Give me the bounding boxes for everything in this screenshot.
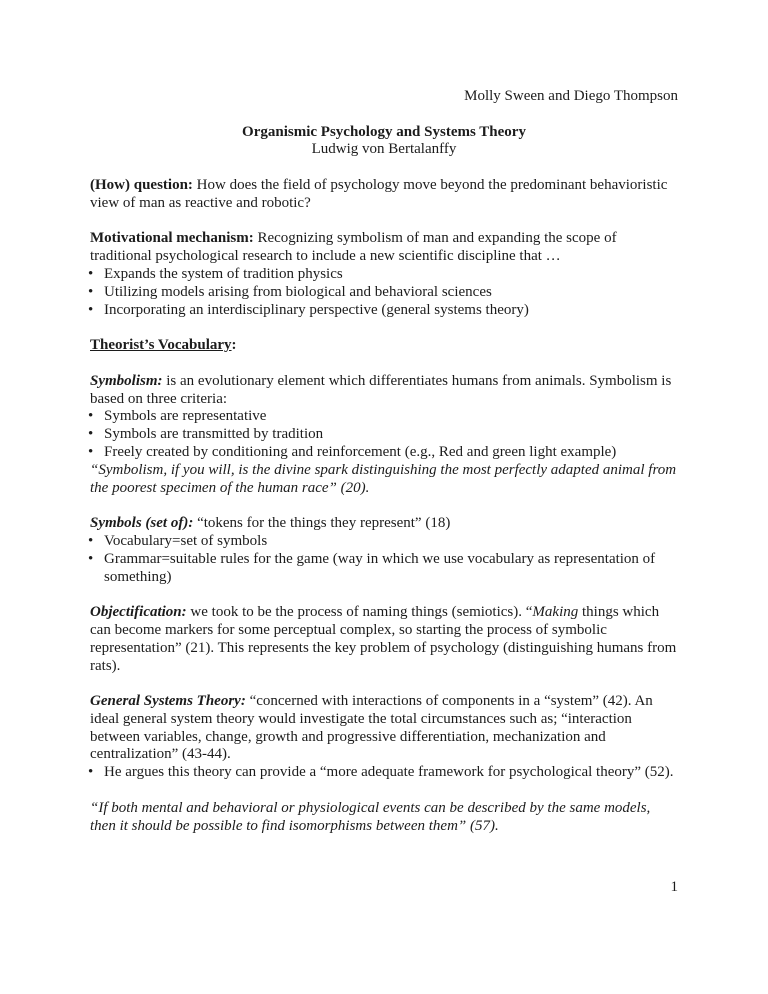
paragraph-symbols-set	[90, 515, 678, 533]
symbols-set-body: “tokens for the things they represent” (18)	[193, 515, 451, 532]
symbolism-quote: “Symbolism, if you will, is the divine spark distinguishing the most perfectly adapted animal from the poorest specimen of the human race” (20).	[90, 461, 677, 496]
symbolism-body: is an evolutionary element which differentiates humans from animals. Symbolism is based on three criteria:	[90, 372, 672, 407]
objectification-lead: Objectification:	[90, 604, 187, 621]
page-number: 1	[670, 879, 678, 895]
list-item: • He argues this theory can provide a “more adequate framework for psychological theory” (52).	[90, 764, 678, 782]
list-item: • Utilizing models arising from biological and behavioral sciences	[90, 284, 678, 302]
vocabulary-heading-text: Theorist’s Vocabulary	[90, 337, 232, 354]
closing-quote: “If both mental and behavioral or physiological events can be described by the same models, then it should be possible to find isomorphisms between them” (57).	[90, 799, 651, 834]
list-item: • Expands the system of tradition physics	[90, 266, 678, 284]
how-question-body: How does the field of psychology move beyond the predominant behavioristic view of man as reactive and robotic?	[90, 176, 668, 211]
byline: Molly Sween and Diego Thompson	[464, 88, 678, 104]
how-question-lead: (How) question:	[90, 176, 193, 193]
list-item: • Symbols are representative	[90, 408, 678, 426]
paragraph-symbolism	[90, 373, 678, 409]
general-systems-bullet-list	[90, 764, 678, 782]
symbolism-lead: Symbolism:	[90, 372, 163, 389]
list-item: • Freely created by conditioning and reinforcement (e.g., Red and green light example)	[90, 444, 678, 462]
symbolism-bullet-list	[90, 408, 678, 461]
list-item: • Incorporating an interdisciplinary perspective (general systems theory)	[90, 302, 678, 320]
objectification-italic-word: Making	[532, 604, 579, 621]
motivational-mechanism-lead: Motivational mechanism:	[90, 230, 254, 247]
paragraph-objectification	[90, 604, 678, 675]
motivational-mechanism-body: Recognizing symbolism of man and expanding the scope of traditional psychological research to include a new scientific discipline that …	[90, 230, 617, 265]
document-body	[90, 88, 678, 835]
symbols-set-lead: Symbols (set of):	[90, 515, 194, 532]
paragraph-how-question	[90, 177, 678, 213]
list-item: • Grammar=suitable rules for the game (way in which we use vocabulary as representation of something)	[90, 551, 678, 587]
objectification-body-2: things which can become markers for some perceptual complex, so starting the process of symbolic representation” (21). This represents the key problem of psychology (distinguishing humans from rats).	[90, 604, 677, 674]
list-item: • Symbols are transmitted by tradition	[90, 426, 678, 444]
vocabulary-heading	[90, 337, 678, 355]
motivational-bullet-list	[90, 266, 678, 319]
symbols-set-bullet-list	[90, 533, 678, 586]
page-subtitle-author: Ludwig von Bertalanffy	[311, 141, 457, 158]
objectification-body-1: we took to be the process of naming things (semiotics). “	[186, 604, 533, 621]
paragraph-general-systems-theory	[90, 693, 678, 764]
general-systems-lead: General Systems Theory:	[90, 693, 246, 710]
general-systems-body: “concerned with interactions of components in a “system” (42). An ideal general system theory would investigate the total circumstances such as; “interaction between variables, change, growth and progressive differentiation, mechanization and centralization” (43-44).	[90, 693, 653, 763]
page-title: Organismic Psychology and Systems Theory	[242, 123, 526, 140]
paragraph-motivational-mechanism	[90, 230, 678, 266]
vocabulary-heading-colon: :	[231, 337, 237, 354]
list-item: • Vocabulary=set of symbols	[90, 533, 678, 551]
